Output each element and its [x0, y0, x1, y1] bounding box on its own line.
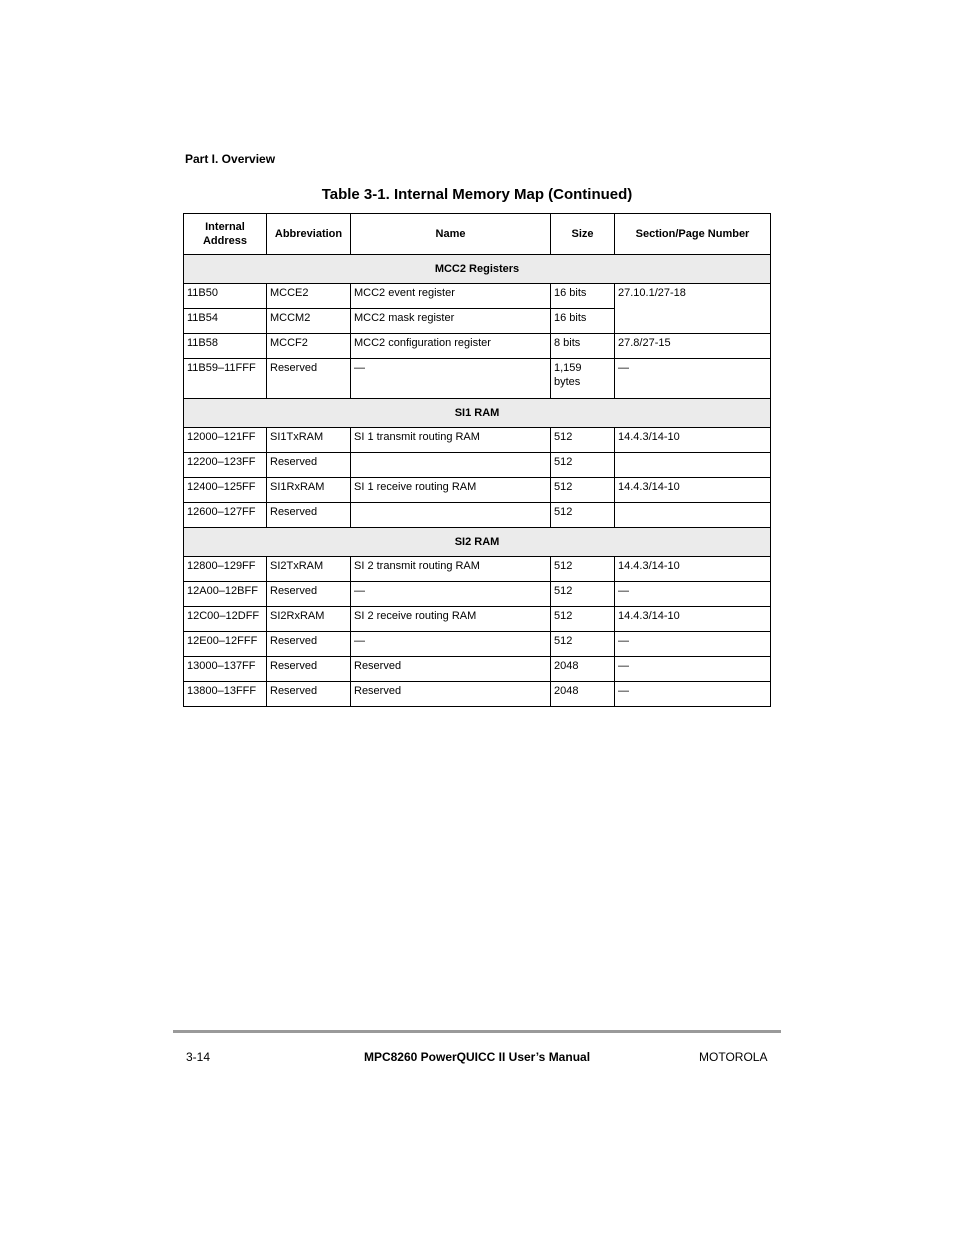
section-title: SI2 RAM — [184, 528, 771, 557]
address-cell: 12C00–12DFF — [184, 607, 267, 632]
column-header-size: Size — [551, 214, 615, 255]
address-cell: 12800–129FF — [184, 557, 267, 582]
size-cell: 512 — [551, 428, 615, 453]
table-row — [184, 359, 771, 399]
section-row — [184, 399, 771, 428]
size-cell: 1,159 bytes — [551, 359, 615, 399]
name-cell: SI 2 transmit routing RAM — [351, 557, 551, 582]
abbreviation-cell: Reserved — [267, 503, 351, 528]
section-cell: 14.4.3/14-10 — [615, 478, 771, 503]
name-cell — [351, 503, 551, 528]
table-row — [184, 334, 771, 359]
name-cell: Reserved — [351, 682, 551, 707]
address-cell: 12A00–12BFF — [184, 582, 267, 607]
footer-divider — [173, 1030, 781, 1033]
abbreviation-cell: Reserved — [267, 453, 351, 478]
table-row — [184, 478, 771, 503]
column-header-address: Internal Address — [184, 214, 267, 255]
size-cell: 512 — [551, 557, 615, 582]
section-row — [184, 528, 771, 557]
table-row — [184, 607, 771, 632]
address-cell: 11B59–11FFF — [184, 359, 267, 399]
section-cell: 14.4.3/14-10 — [615, 428, 771, 453]
name-cell: MCC2 event register — [351, 284, 551, 309]
section-cell: 14.4.3/14-10 — [615, 607, 771, 632]
section-cell: — — [615, 657, 771, 682]
abbreviation-cell: SI1RxRAM — [267, 478, 351, 503]
address-cell: 12600–127FF — [184, 503, 267, 528]
section-title: SI1 RAM — [184, 399, 771, 428]
section-cell: 27.8/27-15 — [615, 334, 771, 359]
abbreviation-cell: Reserved — [267, 682, 351, 707]
table-row — [184, 557, 771, 582]
name-cell: — — [351, 632, 551, 657]
abbreviation-cell: Reserved — [267, 359, 351, 399]
name-cell: Reserved — [351, 657, 551, 682]
abbreviation-cell: Reserved — [267, 582, 351, 607]
address-cell: 12E00–12FFF — [184, 632, 267, 657]
abbreviation-cell: Reserved — [267, 657, 351, 682]
table-row — [184, 682, 771, 707]
section-cell: 14.4.3/14-10 — [615, 557, 771, 582]
size-cell: 512 — [551, 582, 615, 607]
section-cell: — — [615, 682, 771, 707]
column-header-section: Section/Page Number — [615, 214, 771, 255]
name-cell: — — [351, 359, 551, 399]
table-row — [184, 632, 771, 657]
section-row — [184, 255, 771, 284]
table-header-row — [184, 214, 771, 255]
size-cell: 512 — [551, 632, 615, 657]
abbreviation-cell: SI1TxRAM — [267, 428, 351, 453]
abbreviation-cell: SI2RxRAM — [267, 607, 351, 632]
table-row — [184, 582, 771, 607]
name-cell: — — [351, 582, 551, 607]
name-cell: MCC2 mask register — [351, 309, 551, 334]
memory-map-table — [183, 213, 771, 707]
name-cell: SI 1 receive routing RAM — [351, 478, 551, 503]
address-cell: 13000–137FF — [184, 657, 267, 682]
size-cell: 512 — [551, 478, 615, 503]
section-cell: — — [615, 582, 771, 607]
name-cell: MCC2 configuration register — [351, 334, 551, 359]
page-number: 3-14 — [186, 1050, 211, 1064]
size-cell: 16 bits — [551, 309, 615, 334]
section-cell: — — [615, 632, 771, 657]
address-cell: 11B58 — [184, 334, 267, 359]
size-cell: 512 — [551, 453, 615, 478]
table-row — [184, 503, 771, 528]
section-cell: 27.10.1/27-18 — [615, 284, 771, 334]
table-row — [184, 657, 771, 682]
table-title: Table 3-1. Internal Memory Map (Continued) — [321, 186, 633, 203]
abbreviation-cell: MCCM2 — [267, 309, 351, 334]
address-cell: 11B50 — [184, 284, 267, 309]
abbreviation-cell: Reserved — [267, 632, 351, 657]
section-cell — [615, 503, 771, 528]
abbreviation-cell: SI2TxRAM — [267, 557, 351, 582]
name-cell — [351, 453, 551, 478]
size-cell: 16 bits — [551, 284, 615, 309]
address-cell: 13800–13FFF — [184, 682, 267, 707]
name-cell: SI 1 transmit routing RAM — [351, 428, 551, 453]
size-cell: 2048 — [551, 657, 615, 682]
running-header: Part I. Overview — [185, 152, 276, 166]
size-cell: 8 bits — [551, 334, 615, 359]
address-cell: 12400–125FF — [184, 478, 267, 503]
column-header-abbreviation: Abbreviation — [267, 214, 351, 255]
manual-title: MPC8260 PowerQUICC II User’s Manual — [363, 1050, 591, 1064]
address-cell: 12000–121FF — [184, 428, 267, 453]
table-row — [184, 428, 771, 453]
section-title: MCC2 Registers — [184, 255, 771, 284]
abbreviation-cell: MCCE2 — [267, 284, 351, 309]
size-cell: 512 — [551, 607, 615, 632]
size-cell: 512 — [551, 503, 615, 528]
size-cell: 2048 — [551, 682, 615, 707]
address-cell: 12200–123FF — [184, 453, 267, 478]
address-cell: 11B54 — [184, 309, 267, 334]
company-name: MOTOROLA — [699, 1050, 768, 1064]
section-cell: — — [615, 359, 771, 399]
name-cell: SI 2 receive routing RAM — [351, 607, 551, 632]
section-cell — [615, 453, 771, 478]
abbreviation-cell: MCCF2 — [267, 334, 351, 359]
table-row — [184, 284, 771, 309]
table-row — [184, 453, 771, 478]
column-header-name: Name — [351, 214, 551, 255]
